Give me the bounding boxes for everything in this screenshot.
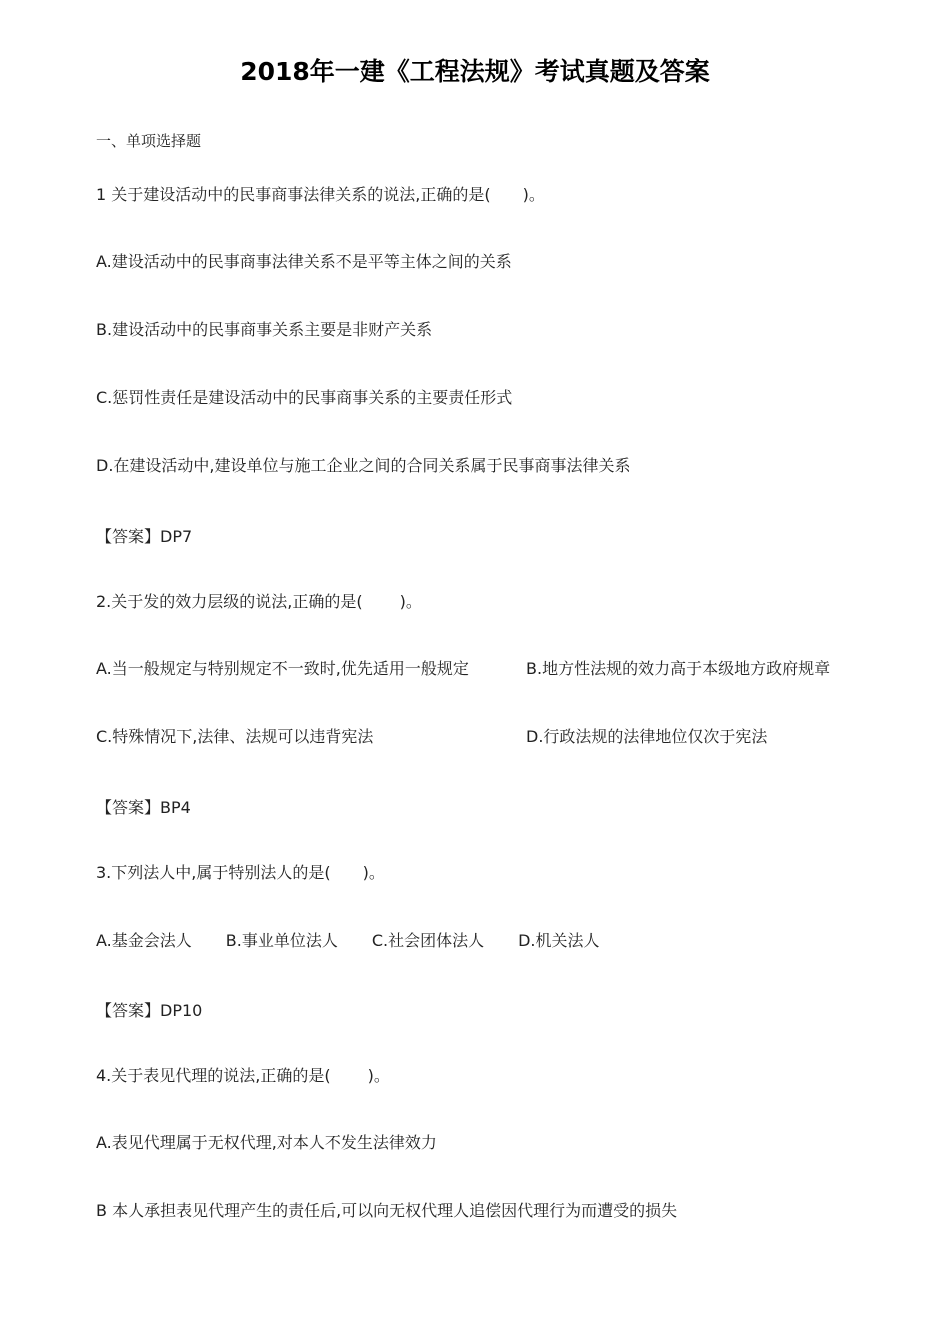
- question-1-option-d: D.在建设活动中,建设单位与施工企业之间的合同关系属于民事商事法律关系: [96, 456, 631, 475]
- question-1-option-b: B.建设活动中的民事商事关系主要是非财产关系: [96, 320, 433, 339]
- document-title: 2018年一建《工程法规》考试真题及答案: [240, 57, 710, 86]
- question-3-option-c: C.社会团体法人: [371, 931, 485, 950]
- question-2-option-b: B.地方性法规的效力高于本级地方政府规章: [526, 659, 831, 678]
- section-heading: 一、单项选择题: [96, 132, 202, 150]
- question-2-option-d: D.行政法规的法律地位仅次于宪法: [526, 727, 768, 746]
- question-2-option-c: C.特殊情况下,法律、法规可以违背宪法: [96, 727, 374, 746]
- question-2-option-a: A.当一般规定与特别规定不一致时,优先适用一般规定: [96, 659, 469, 678]
- question-3-stem: 3.下列法人中,属于特别法人的是( )。: [96, 863, 385, 882]
- question-3-option-b: B.事业单位法人: [225, 931, 338, 950]
- question-3-answer: 【答案】DP10: [96, 1001, 203, 1020]
- question-1-option-c: C.惩罚性责任是建设活动中的民事商事关系的主要责任形式: [96, 388, 513, 407]
- question-1-stem: 1 关于建设活动中的民事商事法律关系的说法,正确的是( )。: [96, 185, 545, 204]
- question-4-stem: 4.关于表见代理的说法,正确的是( )。: [96, 1066, 390, 1085]
- question-1-option-a: A.建设活动中的民事商事法律关系不是平等主体之间的关系: [96, 252, 512, 271]
- question-4-option-b: B 本人承担表见代理产生的责任后,可以向无权代理人追偿因代理行为而遭受的损失: [96, 1201, 678, 1220]
- question-4-option-a: A.表见代理属于无权代理,对本人不发生法律效力: [96, 1133, 437, 1152]
- question-2-stem: 2.关于发的效力层级的说法,正确的是( )。: [96, 592, 422, 611]
- question-1-answer: 【答案】DP7: [96, 527, 193, 546]
- question-3-option-a: A.基金会法人: [96, 931, 192, 950]
- question-3-option-d: D.机关法人: [518, 931, 600, 950]
- question-3-options: [96, 928, 634, 951]
- question-2-answer: 【答案】BP4: [96, 798, 191, 817]
